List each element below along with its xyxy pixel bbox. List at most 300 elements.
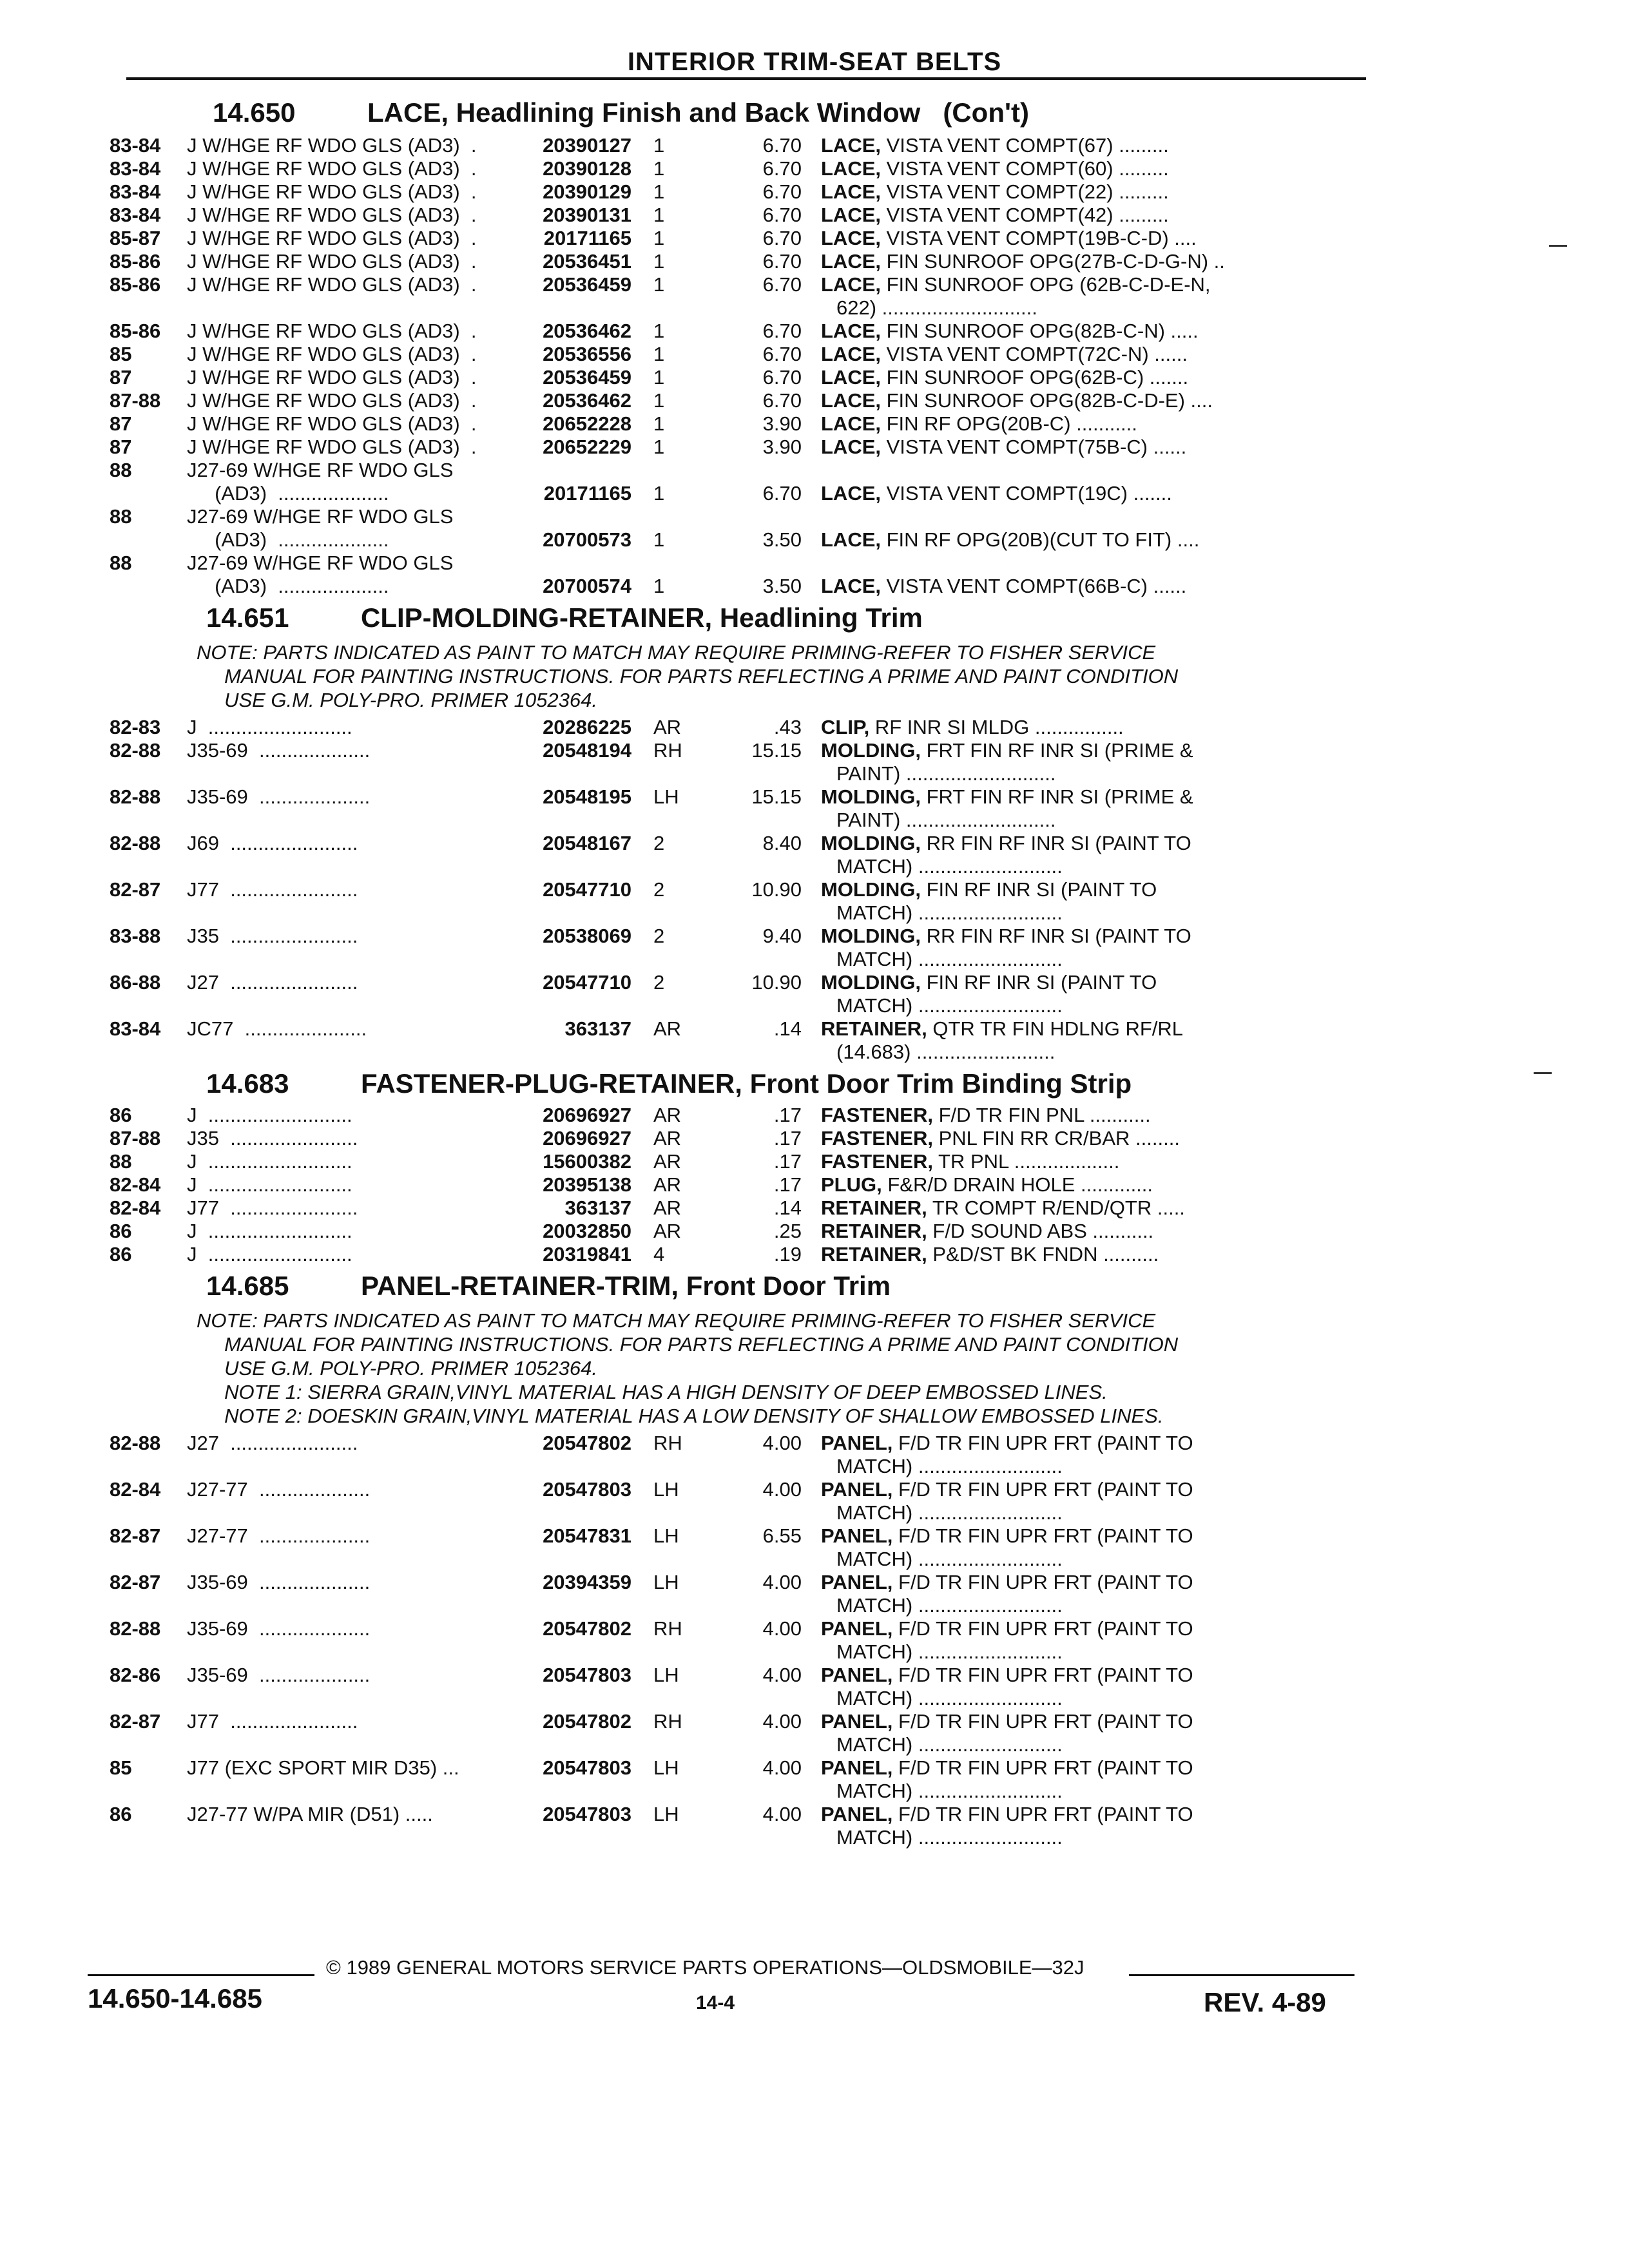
description [821,505,1407,528]
quantity: LH [653,1664,679,1686]
quantity: 1 [653,134,665,157]
description-line: LACE, VISTA VENT COMPT(22) ......... [821,180,1169,203]
description-line: LACE, VISTA VENT COMPT(66B-C) ...... [821,575,1187,597]
description-line: MATCH) .......................... [836,1687,1063,1709]
table-row [110,1243,1407,1266]
price: .17 [773,1127,802,1149]
description-line: MATCH) .......................... [836,901,1063,924]
part-number: 20390131 [543,204,631,226]
description-line: PANEL, F/D TR FIN UPR FRT (PAINT TO [821,1664,1193,1686]
table-row [110,180,1407,204]
table-row [110,1710,1407,1756]
quantity: 1 [653,436,665,458]
section-title: LACE, Headlining Finish and Back Window (Con't) [367,97,1029,128]
parts-table [110,134,1407,598]
model-year: 82-87 [110,1710,161,1733]
part-number: 20171165 [543,227,631,249]
application: J27 ....................... [187,1432,358,1454]
table-row [110,1571,1407,1617]
price: 3.90 [762,412,802,435]
description [821,552,1407,575]
model-year: 83-84 [110,134,161,157]
application: J W/HGE RF WDO GLS (AD3) . [187,273,477,296]
table-row [110,1432,1407,1478]
application: J27-69 W/HGE RF WDO GLS [187,552,454,574]
application: J77 (EXC SPORT MIR D35) ... [187,1756,459,1779]
model-year: 87-88 [110,1127,161,1149]
price: 6.70 [762,343,802,365]
description [821,1243,1407,1266]
price: 4.00 [762,1432,802,1454]
description-line: LACE, FIN SUNROOF OPG(82B-C-D-E) .... [821,389,1213,412]
description-line: MOLDING, RR FIN RF INR SI (PAINT TO [821,832,1191,854]
footer-revision: REV. 4-89 [1204,1987,1326,2017]
part-number: 20536462 [543,320,631,342]
parts-listing [110,91,1366,1849]
model-year: 82-87 [110,1524,161,1547]
quantity: RH [653,739,682,762]
model-year: 82-88 [110,785,161,808]
part-number: 20547802 [543,1432,631,1454]
note-line: MANUAL FOR PAINTING INSTRUCTIONS. FOR PARTS REFLECTING A PRIME AND PAINT CONDITION [197,1333,1179,1356]
description-line: MATCH) .......................... [836,1826,1063,1849]
quantity: 2 [653,878,665,901]
description-line: 622) ............................ [836,296,1037,319]
part-number: 20536462 [543,389,631,412]
description-line: MATCH) .......................... [836,1501,1063,1524]
part-number: 20652229 [543,436,631,458]
quantity: 1 [653,482,665,505]
description-line: MOLDING, RR FIN RF INR SI (PAINT TO [821,925,1191,947]
note-line: NOTE 2: DOESKIN GRAIN,VINYL MATERIAL HAS A LOW DENSITY OF SHALLOW EMBOSSED LINES. [197,1405,1164,1427]
application: J .......................... [187,1150,352,1173]
table-row [110,134,1407,157]
quantity: 1 [653,412,665,435]
model-year: 83-88 [110,925,161,947]
table-row [110,1756,1407,1803]
model-year: 88 [110,1150,132,1173]
quantity: AR [653,1220,682,1242]
description-line: PANEL, F/D TR FIN UPR FRT (PAINT TO [821,1803,1193,1825]
application: J W/HGE RF WDO GLS (AD3) . [187,134,477,157]
model-year: 82-88 [110,832,161,854]
description-line: MOLDING, FRT FIN RF INR SI (PRIME & [821,739,1193,762]
description-line: MATCH) .......................... [836,1733,1063,1756]
application: J W/HGE RF WDO GLS (AD3) . [187,436,477,458]
description-line: LACE, VISTA VENT COMPT(72C-N) ...... [821,343,1188,365]
model-year: 82-83 [110,716,161,738]
model-year: 87 [110,436,132,458]
parts-table [110,1432,1407,1849]
table-row [110,1478,1407,1524]
quantity: RH [653,1710,682,1733]
description-line: MATCH) .......................... [836,1455,1063,1477]
price: 4.00 [762,1664,802,1686]
part-number: 20547803 [543,1664,631,1686]
part-number: 363137 [564,1196,631,1219]
application: JC77 ...................... [187,1017,367,1040]
model-year [110,575,187,598]
part-number: 20390128 [543,157,631,180]
price: 10.90 [751,878,802,901]
description-line: PAINT) ........................... [836,762,1056,785]
table-row [110,389,1407,412]
section-title: PANEL-RETAINER-TRIM, Front Door Trim [361,1271,891,1301]
description [821,1571,1407,1617]
description [821,389,1407,412]
quantity: AR [653,1104,682,1126]
footer-rule-right [1129,1974,1354,1976]
description [821,575,1407,598]
footer-page-number: 14-4 [696,1992,735,2013]
section-notes [197,640,1366,712]
price: 6.70 [762,366,802,389]
description [821,925,1407,971]
price: 15.15 [751,739,802,762]
table-row [110,575,1407,598]
table-row [110,320,1407,343]
description [821,320,1407,343]
description [821,1524,1407,1571]
table-row [110,925,1407,971]
table-row [110,1127,1407,1150]
section-title: CLIP-MOLDING-RETAINER, Headlining Trim [361,602,923,633]
quantity: 1 [653,528,665,551]
note-line: USE G.M. POLY-PRO. PRIMER 1052364. [197,689,597,711]
part-number: 20032850 [543,1220,631,1242]
description [821,1017,1407,1064]
part-number: 20547803 [543,1756,631,1779]
model-year [110,528,187,552]
application: J27-69 W/HGE RF WDO GLS [187,459,454,481]
table-row [110,739,1407,785]
section-number: 14.650 [213,97,296,128]
quantity: AR [653,1196,682,1219]
price [731,505,821,528]
model-year: 85-86 [110,250,161,273]
description [821,436,1407,459]
section-14-650 [110,91,1366,598]
quantity: AR [653,716,682,738]
table-row [110,157,1407,180]
price: 4.00 [762,1571,802,1593]
table-row [110,227,1407,250]
table-row [110,528,1407,552]
price: .19 [773,1243,802,1265]
description-line: LACE, VISTA VENT COMPT(19B-C-D) .... [821,227,1197,249]
section-title: FASTENER-PLUG-RETAINER, Front Door Trim Binding Strip [361,1068,1132,1099]
footer-section-range: 14.650-14.685 [88,1983,262,2013]
price: 3.50 [762,575,802,597]
price: 4.00 [762,1617,802,1640]
price: 4.00 [762,1710,802,1733]
description-line: PLUG, F&R/D DRAIN HOLE ............. [821,1173,1153,1196]
price: 6.70 [762,482,802,505]
table-row [110,250,1407,273]
application: J .......................... [187,716,352,738]
description-line: LACE, VISTA VENT COMPT(19C) ....... [821,482,1172,505]
price: 3.90 [762,436,802,458]
quantity: 1 [653,204,665,226]
model-year: 85-87 [110,227,161,249]
quantity: 1 [653,343,665,365]
application: J27-77 .................... [187,1478,371,1501]
description-line: RETAINER, F/D SOUND ABS ........... [821,1220,1154,1242]
description-line: PAINT) ........................... [836,809,1056,831]
footer-rule-left [88,1974,314,1976]
part-number: 20538069 [543,925,631,947]
table-row [110,412,1407,436]
description-line: RETAINER, TR COMPT R/END/QTR ..... [821,1196,1185,1219]
price: 6.70 [762,180,802,203]
table-row [110,785,1407,832]
quantity [641,459,731,482]
part-number: 20547803 [543,1478,631,1501]
price: 6.70 [762,250,802,273]
table-row [110,482,1407,505]
model-year [110,482,187,505]
price: 8.40 [762,832,802,854]
model-year: 87 [110,412,132,435]
table-row [110,1664,1407,1710]
part-number: 20171165 [543,482,631,505]
application: J .......................... [187,1104,352,1126]
price: 6.70 [762,204,802,226]
description [821,250,1407,273]
section-heading [110,1266,1366,1306]
quantity: 1 [653,227,665,249]
price: 6.70 [762,320,802,342]
description-line: LACE, FIN SUNROOF OPG (62B-C-D-E-N, [821,273,1211,296]
application: (AD3) .................... [187,528,389,551]
part-number [535,552,641,575]
description [821,134,1407,157]
quantity [641,552,731,575]
part-number: 20536459 [543,273,631,296]
description-line: MOLDING, FIN RF INR SI (PAINT TO [821,878,1157,901]
quantity: 1 [653,389,665,412]
description [821,343,1407,366]
section-heading [110,598,1366,638]
note-line: USE G.M. POLY-PRO. PRIMER 1052364. [197,1357,597,1379]
part-number: 20547831 [543,1524,631,1547]
application: J W/HGE RF WDO GLS (AD3) . [187,412,477,435]
quantity: RH [653,1617,682,1640]
application: J W/HGE RF WDO GLS (AD3) . [187,204,477,226]
quantity: 2 [653,925,665,947]
header-rule [126,77,1366,80]
part-number: 363137 [564,1017,631,1040]
model-year: 86 [110,1803,132,1825]
description-line: RETAINER, QTR TR FIN HDLNG RF/RL [821,1017,1184,1040]
part-number: 20536556 [543,343,631,365]
application: J77 ....................... [187,1196,358,1219]
table-row [110,1617,1407,1664]
model-year: 86 [110,1220,132,1242]
application: J .......................... [187,1220,352,1242]
application: J77 ....................... [187,1710,358,1733]
application: J35-69 .................... [187,785,371,808]
description [821,716,1407,739]
model-year: 82-88 [110,739,161,762]
price: .43 [773,716,802,738]
application: J .......................... [187,1173,352,1196]
margin-mark [1549,245,1567,247]
model-year: 88 [110,505,132,528]
table-row [110,878,1407,925]
part-number: 20548194 [543,739,631,762]
quantity: 1 [653,250,665,273]
price: 6.70 [762,157,802,180]
quantity: LH [653,1478,679,1501]
part-number: 20319841 [543,1243,631,1265]
table-row [110,1803,1407,1849]
quantity: 2 [653,971,665,994]
quantity: 1 [653,180,665,203]
table-row [110,1104,1407,1127]
table-row [110,366,1407,389]
description [821,878,1407,925]
model-year: 82-86 [110,1664,161,1686]
part-number: 20700574 [543,575,631,597]
part-number: 20394359 [543,1571,631,1593]
part-number: 20696927 [543,1104,631,1126]
description [821,1756,1407,1803]
quantity: RH [653,1432,682,1454]
part-number: 20652228 [543,412,631,435]
model-year: 87 [110,366,132,389]
part-number: 20390127 [543,134,631,157]
section-heading [110,1064,1366,1104]
description-line: LACE, VISTA VENT COMPT(42) ......... [821,204,1169,226]
description-line: LACE, VISTA VENT COMPT(75B-C) ...... [821,436,1187,458]
description-line: MATCH) .......................... [836,1548,1063,1570]
model-year: 83-84 [110,157,161,180]
description [821,1803,1407,1849]
description-line: MATCH) .......................... [836,1640,1063,1663]
table-row [110,436,1407,459]
price: 6.55 [762,1524,802,1547]
quantity: AR [653,1017,682,1040]
parts-table [110,716,1407,1064]
application: (AD3) .................... [187,575,389,597]
description-line: LACE, FIN SUNROOF OPG(27B-C-D-G-N) .. [821,250,1225,273]
section-number: 14.651 [206,602,289,633]
table-row [110,343,1407,366]
table-row [110,1524,1407,1571]
model-year: 88 [110,459,132,481]
margin-mark [1534,1072,1552,1074]
description [821,1478,1407,1524]
section-14-651 [110,598,1366,1064]
parts-table [110,1104,1407,1266]
table-row [110,1173,1407,1196]
description-line: LACE, FIN RF OPG(20B)(CUT TO FIT) .... [821,528,1200,551]
description-line: PANEL, F/D TR FIN UPR FRT (PAINT TO [821,1524,1193,1547]
description [821,1617,1407,1664]
model-year: 82-84 [110,1478,161,1501]
description [821,1220,1407,1243]
quantity: AR [653,1127,682,1149]
description-line: MATCH) .......................... [836,948,1063,970]
note-line: MANUAL FOR PAINTING INSTRUCTIONS. FOR PARTS REFLECTING A PRIME AND PAINT CONDITION [197,665,1179,687]
description [821,366,1407,389]
application: J35 ....................... [187,1127,358,1149]
description-line: MOLDING, FRT FIN RF INR SI (PRIME & [821,785,1193,808]
section-number: 14.685 [206,1271,289,1301]
application: J27-69 W/HGE RF WDO GLS [187,505,454,528]
price: .17 [773,1173,802,1196]
quantity: 1 [653,575,665,597]
description [821,739,1407,785]
price: 6.70 [762,273,802,296]
model-year: 85-86 [110,320,161,342]
description [821,971,1407,1017]
application: J35-69 .................... [187,1571,371,1593]
table-row [110,273,1407,320]
price: .17 [773,1104,802,1126]
description [821,1150,1407,1173]
application: J35-69 .................... [187,739,371,762]
description [821,459,1407,482]
quantity: 1 [653,157,665,180]
description-line: CLIP, RF INR SI MLDG ................ [821,716,1124,738]
description [821,1710,1407,1756]
description-line: (14.683) ......................... [836,1041,1055,1063]
description [821,273,1407,320]
description-line: LACE, FIN RF OPG(20B-C) ........... [821,412,1137,435]
part-number [535,505,641,528]
part-number: 20395138 [543,1173,631,1196]
application: J W/HGE RF WDO GLS (AD3) . [187,320,477,342]
quantity: 4 [653,1243,665,1265]
quantity: LH [653,1803,679,1825]
application: J W/HGE RF WDO GLS (AD3) . [187,343,477,365]
application: J27-77 W/PA MIR (D51) ..... [187,1803,433,1825]
description-line: FASTENER, TR PNL ................... [821,1150,1120,1173]
quantity: LH [653,785,679,808]
description-line: PANEL, F/D TR FIN UPR FRT (PAINT TO [821,1617,1193,1640]
description [821,1432,1407,1478]
description [821,528,1407,552]
model-year: 82-87 [110,878,161,901]
description [821,1173,1407,1196]
table-row [110,505,1407,528]
part-number: 20696927 [543,1127,631,1149]
part-number: 15600382 [543,1150,631,1173]
application: J W/HGE RF WDO GLS (AD3) . [187,366,477,389]
part-number [535,459,641,482]
table-row [110,832,1407,878]
model-year: 82-84 [110,1173,161,1196]
description-line: FASTENER, F/D TR FIN PNL ........... [821,1104,1151,1126]
quantity: 1 [653,320,665,342]
quantity: AR [653,1173,682,1196]
application: J .......................... [187,1243,352,1265]
table-row [110,1220,1407,1243]
application: J27-77 .................... [187,1524,371,1547]
price [731,552,821,575]
footer-copyright: © 1989 GENERAL MOTORS SERVICE PARTS OPERATIONS—OLDSMOBILE—32J [326,1956,1084,1979]
description-line: MATCH) .......................... [836,994,1063,1017]
description [821,785,1407,832]
description-line: FASTENER, PNL FIN RR CR/BAR ........ [821,1127,1180,1149]
table-row [110,552,1407,575]
part-number: 20547803 [543,1803,631,1825]
description-line: MATCH) .......................... [836,1594,1063,1617]
description [821,180,1407,204]
part-number: 20548167 [543,832,631,854]
